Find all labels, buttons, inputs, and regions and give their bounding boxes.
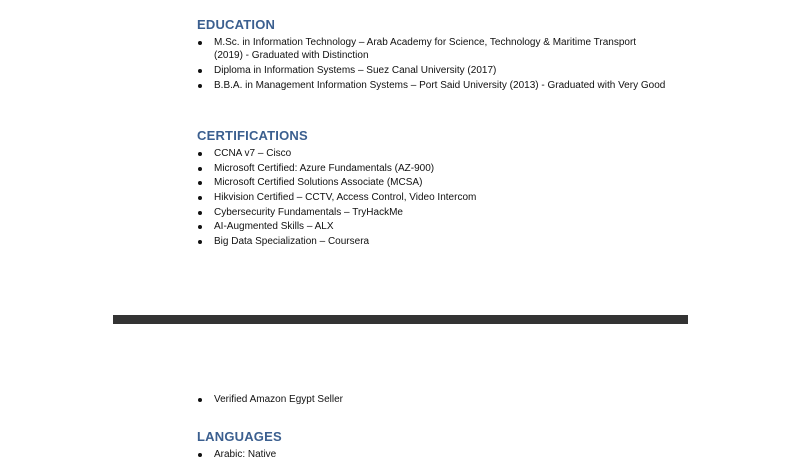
education-item: M.Sc. in Information Technology – Arab Academy for Science, Technology & Maritime Transport (2019) - Graduated with Distinction: [197, 36, 667, 62]
extra-list: [197, 393, 667, 406]
certification-item: CCNA v7 – Cisco: [197, 147, 667, 160]
extra-section: [197, 393, 667, 408]
certification-item: Hikvision Certified – CCTV, Access Control, Video Intercom: [197, 191, 667, 204]
languages-heading: LANGUAGES: [197, 429, 282, 444]
language-item: Arabic: Native: [197, 448, 667, 460]
education-item: Diploma in Information Systems – Suez Canal University (2017): [197, 64, 667, 77]
certification-item: Microsoft Certified Solutions Associate (MCSA): [197, 176, 667, 189]
page-break-divider: [113, 315, 688, 324]
certification-item: Big Data Specialization – Coursera: [197, 235, 667, 248]
languages-list: [197, 448, 667, 460]
extra-item: Verified Amazon Egypt Seller: [197, 393, 667, 406]
education-list: [197, 36, 667, 92]
certification-item: Cybersecurity Fundamentals – TryHackMe: [197, 206, 667, 219]
certification-item: AI-Augmented Skills – ALX: [197, 220, 667, 233]
certifications-heading: CERTIFICATIONS: [197, 128, 308, 143]
languages-section: [197, 429, 667, 460]
certification-item: Microsoft Certified: Azure Fundamentals (AZ-900): [197, 162, 667, 175]
certifications-list: [197, 147, 667, 248]
certifications-section: [197, 128, 667, 250]
education-section: [197, 17, 667, 94]
education-item: B.B.A. in Management Information Systems – Port Said University (2013) - Graduated with Very Good: [197, 79, 667, 92]
education-heading: EDUCATION: [197, 17, 276, 32]
